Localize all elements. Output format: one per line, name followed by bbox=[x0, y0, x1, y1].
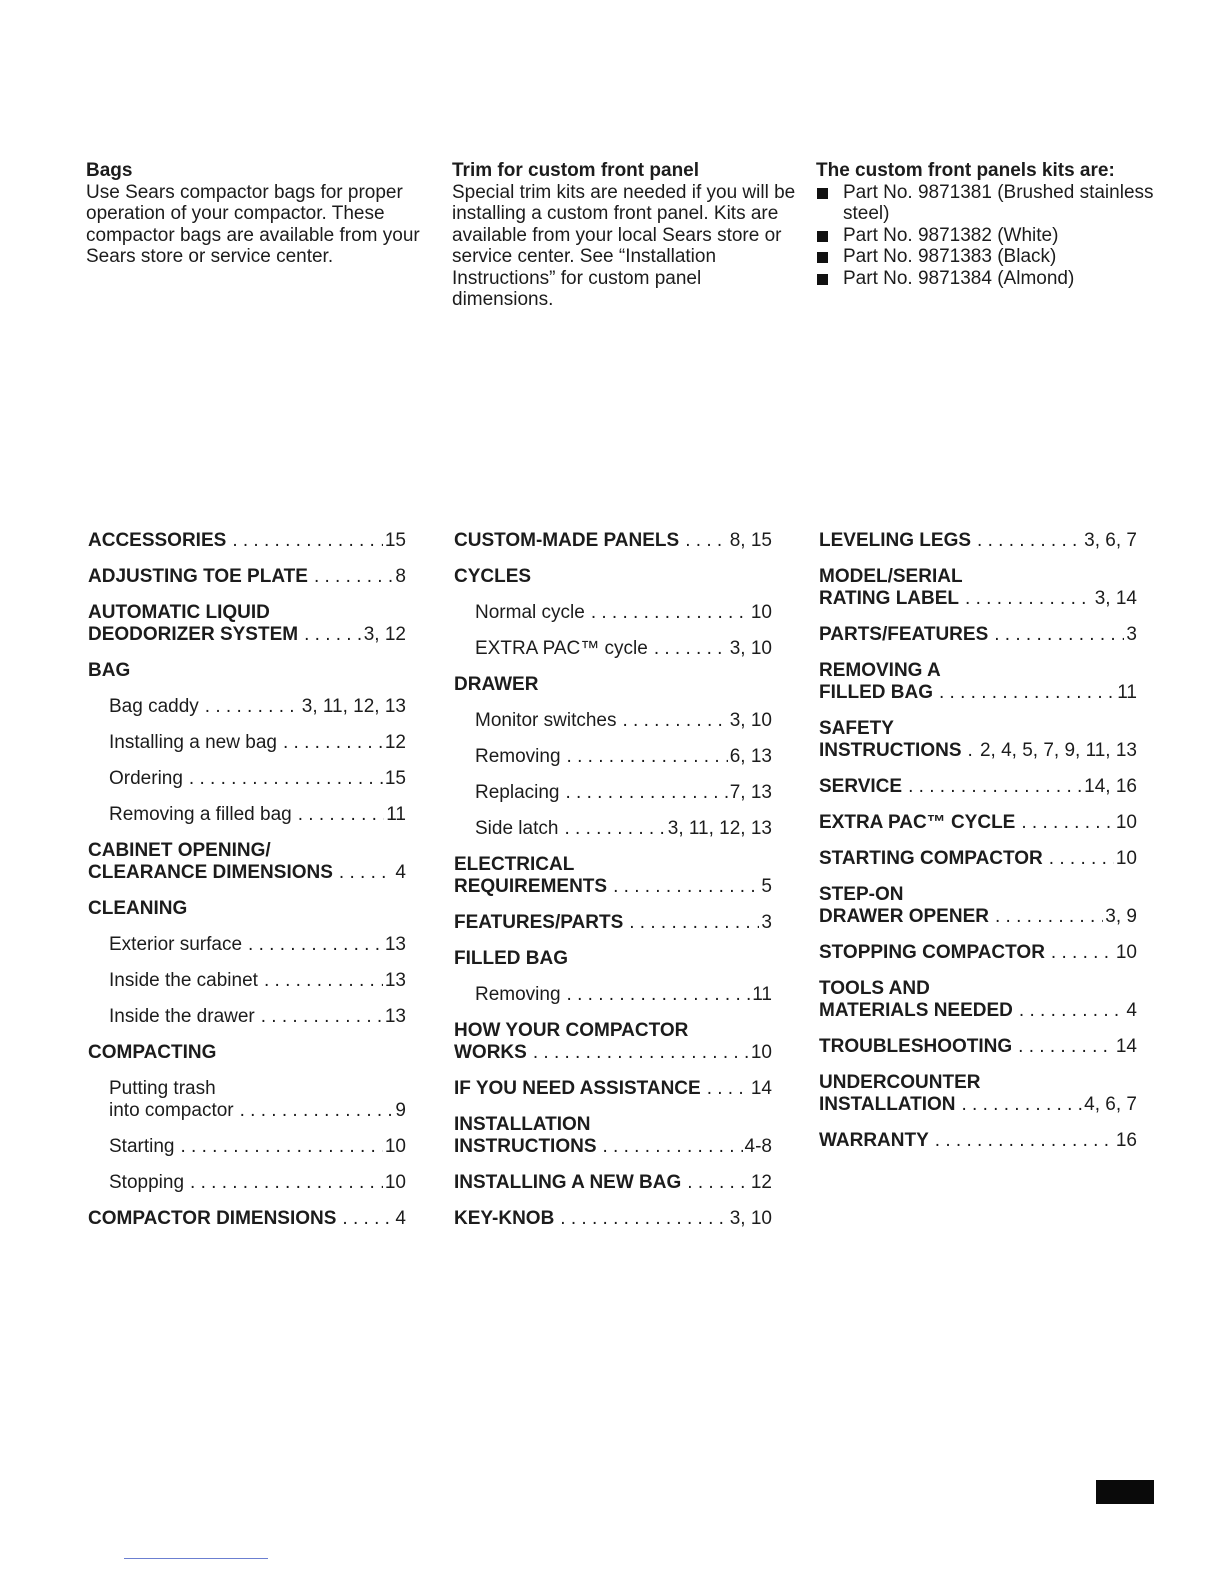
footnote-rule bbox=[124, 1558, 268, 1559]
index-subentry bbox=[88, 804, 406, 826]
leader-dots bbox=[908, 776, 1082, 798]
leader-dots bbox=[939, 682, 1115, 704]
index-entry bbox=[819, 812, 1137, 834]
index-subentry bbox=[88, 1136, 406, 1158]
trim-title: Trim for custom front panel bbox=[452, 160, 700, 181]
index-page: 11 bbox=[1117, 682, 1137, 703]
index-label: COMPACTING bbox=[88, 1042, 217, 1063]
leader-dots bbox=[240, 1100, 394, 1122]
index-label: FEATURES/PARTS bbox=[454, 912, 624, 933]
index-label: MATERIALS NEEDED bbox=[819, 1000, 1013, 1021]
kits-title: The custom front panels kits are: bbox=[816, 160, 1115, 181]
index-column-2 bbox=[454, 530, 772, 1244]
leader-dots bbox=[613, 876, 759, 898]
index-label-line1: UNDERCOUNTER bbox=[819, 1072, 981, 1093]
leader-dots bbox=[707, 1078, 749, 1100]
leader-dots bbox=[339, 862, 394, 884]
index-label: TROUBLESHOOTING bbox=[819, 1036, 1013, 1057]
index-entry bbox=[454, 1172, 772, 1194]
index-subentry bbox=[454, 602, 772, 624]
leader-dots bbox=[189, 768, 383, 790]
index-page: 2, 4, 5, 7, 9, 11, 13 bbox=[979, 740, 1137, 761]
leader-dots bbox=[994, 624, 1124, 646]
index-label: IF YOU NEED ASSISTANCE bbox=[454, 1078, 701, 1099]
index-page: 11 bbox=[752, 984, 772, 1005]
index-label: REQUIREMENTS bbox=[454, 876, 608, 897]
leader-dots bbox=[965, 588, 1093, 610]
index-page: 5 bbox=[761, 876, 772, 897]
index-page: 12 bbox=[384, 732, 406, 753]
index-entry bbox=[88, 1208, 406, 1230]
index-subentry bbox=[88, 934, 406, 956]
index-label-line1: Putting trash bbox=[109, 1078, 216, 1099]
index-label-line1: INSTALLATION bbox=[454, 1114, 591, 1135]
index-heading bbox=[88, 660, 406, 682]
index-label: Starting bbox=[109, 1136, 175, 1157]
index-page: 3, 12 bbox=[363, 624, 406, 645]
leader-dots bbox=[298, 804, 385, 826]
index-label: Removing a filled bag bbox=[109, 804, 292, 825]
leader-dots bbox=[591, 602, 749, 624]
index-label: Removing bbox=[475, 746, 561, 767]
index-entry bbox=[819, 1072, 1137, 1116]
leader-dots bbox=[180, 1136, 382, 1158]
index-page: 3, 10 bbox=[729, 1208, 772, 1229]
bags-title: Bags bbox=[86, 160, 133, 181]
index-heading bbox=[454, 948, 772, 970]
index-page: 16 bbox=[1115, 1130, 1137, 1151]
index-label: DEODORIZER SYSTEM bbox=[88, 624, 299, 645]
index-label: STARTING COMPACTOR bbox=[819, 848, 1043, 869]
leader-dots bbox=[1051, 942, 1114, 964]
index-page: 3 bbox=[761, 912, 772, 933]
index-page: 8, 15 bbox=[729, 530, 772, 551]
index-label: Inside the drawer bbox=[109, 1006, 255, 1027]
index-label: DRAWER OPENER bbox=[819, 906, 989, 927]
index-entry bbox=[819, 530, 1137, 552]
leader-dots bbox=[995, 906, 1103, 928]
index-entry bbox=[454, 1114, 772, 1158]
leader-dots bbox=[654, 638, 728, 660]
index-page: 6, 13 bbox=[729, 746, 772, 767]
index-label: CUSTOM-MADE PANELS bbox=[454, 530, 680, 551]
leader-dots bbox=[560, 1208, 727, 1230]
leader-dots bbox=[935, 1130, 1114, 1152]
index-subentry bbox=[454, 782, 772, 804]
leader-dots bbox=[264, 970, 383, 992]
index-label: Side latch bbox=[475, 818, 559, 839]
index-label: CLEANING bbox=[88, 898, 188, 919]
kit-item-text: Part No. 9871381 (Brushed stainless steel) bbox=[843, 181, 1154, 224]
index-subentry bbox=[88, 696, 406, 718]
index-entry bbox=[88, 566, 406, 588]
index-label: Installing a new bag bbox=[109, 732, 277, 753]
index-page: 4 bbox=[395, 862, 406, 883]
leader-dots bbox=[342, 1208, 393, 1230]
index-label: Ordering bbox=[109, 768, 183, 789]
kit-item-text: Part No. 9871382 (White) bbox=[843, 224, 1059, 246]
index-page: 9 bbox=[395, 1100, 406, 1121]
index-label: COMPACTOR DIMENSIONS bbox=[88, 1208, 337, 1229]
index-label: RATING LABEL bbox=[819, 588, 960, 609]
leader-dots bbox=[304, 624, 362, 646]
index-entry bbox=[454, 1078, 772, 1100]
index-column-1 bbox=[88, 530, 406, 1244]
index-label-line1: CABINET OPENING/ bbox=[88, 840, 271, 861]
index-subentry bbox=[454, 818, 772, 840]
index-page: 13 bbox=[384, 970, 406, 991]
square-bullet-icon bbox=[817, 274, 828, 285]
index-entry bbox=[819, 624, 1137, 646]
index-label-line1: STEP-ON bbox=[819, 884, 904, 905]
index-label-line1: TOOLS AND bbox=[819, 978, 930, 999]
index-subentry bbox=[454, 710, 772, 732]
index-label: Normal cycle bbox=[475, 602, 585, 623]
index-label: Inside the cabinet bbox=[109, 970, 258, 991]
leader-dots bbox=[533, 1042, 749, 1064]
index-label-line1: HOW YOUR COMPACTOR bbox=[454, 1020, 689, 1041]
leader-dots bbox=[283, 732, 383, 754]
index-page: 10 bbox=[384, 1136, 406, 1157]
index-page: 4 bbox=[1126, 1000, 1137, 1021]
index-subentry bbox=[88, 732, 406, 754]
kit-item bbox=[816, 225, 1156, 247]
index-page: 10 bbox=[384, 1172, 406, 1193]
index-label: LEVELING LEGS bbox=[819, 530, 972, 551]
index-subentry bbox=[88, 1006, 406, 1028]
index-label: into compactor bbox=[109, 1100, 234, 1121]
index-label: INSTRUCTIONS bbox=[454, 1136, 597, 1157]
index-label: WORKS bbox=[454, 1042, 527, 1063]
index-label: ACCESSORIES bbox=[88, 530, 227, 551]
index-page: 15 bbox=[384, 530, 406, 551]
index-entry bbox=[819, 718, 1137, 762]
index-page: 10 bbox=[750, 602, 772, 623]
index-page: 10 bbox=[1115, 812, 1137, 833]
index-page: 4, 6, 7 bbox=[1084, 1094, 1137, 1115]
index-page: 15 bbox=[384, 768, 406, 789]
index-page: 4-8 bbox=[744, 1136, 772, 1157]
index-subentry bbox=[454, 746, 772, 768]
kits-section bbox=[816, 160, 1156, 289]
index-label-line1: SAFETY bbox=[819, 718, 894, 739]
index-label: CLEARANCE DIMENSIONS bbox=[88, 862, 333, 883]
index-page: 7, 13 bbox=[729, 782, 772, 803]
index-page: 11 bbox=[386, 804, 406, 825]
index-label: DRAWER bbox=[454, 674, 539, 695]
leader-dots bbox=[205, 696, 300, 718]
leader-dots bbox=[1049, 848, 1114, 870]
leader-dots bbox=[603, 1136, 743, 1158]
index-entry bbox=[819, 942, 1137, 964]
index-subentry bbox=[454, 638, 772, 660]
index-subentry bbox=[88, 1172, 406, 1194]
index-label: INSTRUCTIONS bbox=[819, 740, 962, 761]
index-label: Replacing bbox=[475, 782, 560, 803]
index-page: 3, 14 bbox=[1094, 588, 1137, 609]
index-label: CYCLES bbox=[454, 566, 532, 587]
index-page: 14 bbox=[1115, 1036, 1137, 1057]
leader-dots bbox=[968, 740, 978, 762]
index-label: INSTALLATION bbox=[819, 1094, 956, 1115]
index-subentry bbox=[454, 984, 772, 1006]
leader-dots bbox=[1021, 812, 1114, 834]
index-label: WARRANTY bbox=[819, 1130, 929, 1151]
index-entry bbox=[454, 854, 772, 898]
index-entry bbox=[819, 884, 1137, 928]
index-entry bbox=[819, 566, 1137, 610]
leader-dots bbox=[261, 1006, 383, 1028]
square-bullet-icon bbox=[817, 252, 828, 263]
leader-dots bbox=[232, 530, 383, 552]
index-label: STOPPING COMPACTOR bbox=[819, 942, 1045, 963]
index-entry bbox=[819, 660, 1137, 704]
index-label: Exterior surface bbox=[109, 934, 243, 955]
index-heading bbox=[88, 1042, 406, 1064]
index-entry bbox=[454, 1020, 772, 1064]
leader-dots bbox=[567, 746, 728, 768]
index-entry bbox=[454, 912, 772, 934]
index-page: 8 bbox=[395, 566, 406, 587]
bags-body: Use Sears compactor bags for proper operation of your compactor. These compactor bags are available from your Sears store or service center. bbox=[86, 181, 420, 267]
index-page: 12 bbox=[750, 1172, 772, 1193]
index-label: EXTRA PAC™ cycle bbox=[475, 638, 648, 659]
leader-dots bbox=[190, 1172, 383, 1194]
trim-section bbox=[452, 160, 797, 311]
kit-item-text: Part No. 9871383 (Black) bbox=[843, 246, 1057, 267]
kit-item bbox=[816, 182, 1156, 225]
index-label: ADJUSTING TOE PLATE bbox=[88, 566, 308, 587]
index-label: BAG bbox=[88, 660, 131, 681]
leader-dots bbox=[248, 934, 383, 956]
index-label: KEY-KNOB bbox=[454, 1208, 555, 1229]
leader-dots bbox=[566, 782, 728, 804]
index-label-line1: MODEL/SERIAL bbox=[819, 566, 963, 587]
index-entry bbox=[88, 602, 406, 646]
index-entry bbox=[819, 978, 1137, 1022]
index-page: 10 bbox=[1115, 942, 1137, 963]
index-label: Removing bbox=[475, 984, 561, 1005]
kit-item-text: Part No. 9871384 (Almond) bbox=[843, 267, 1075, 289]
leader-dots bbox=[1019, 1000, 1125, 1022]
index-label: Stopping bbox=[109, 1172, 185, 1193]
index-subentry bbox=[88, 1078, 406, 1122]
page-edge-tab bbox=[1096, 1480, 1154, 1504]
leader-dots bbox=[314, 566, 393, 588]
index-label: EXTRA PAC™ CYCLE bbox=[819, 812, 1016, 833]
index-heading bbox=[88, 898, 406, 920]
index-page: 3, 11, 12, 13 bbox=[301, 696, 406, 717]
index-page: 10 bbox=[750, 1042, 772, 1063]
index-page: 3, 9 bbox=[1105, 906, 1137, 927]
index-label: PARTS/FEATURES bbox=[819, 624, 989, 645]
bags-section bbox=[86, 160, 426, 268]
square-bullet-icon bbox=[817, 188, 828, 199]
index-label: Bag caddy bbox=[109, 696, 199, 717]
leader-dots bbox=[623, 710, 728, 732]
index-entry bbox=[454, 1208, 772, 1230]
index-page: 13 bbox=[384, 934, 406, 955]
leader-dots bbox=[1018, 1036, 1114, 1058]
index-label-line1: AUTOMATIC LIQUID bbox=[88, 602, 270, 623]
leader-dots bbox=[977, 530, 1082, 552]
index-page: 3, 10 bbox=[729, 710, 772, 731]
index-page: 3, 10 bbox=[729, 638, 772, 659]
index-page: 10 bbox=[1115, 848, 1137, 869]
index-page: 14 bbox=[750, 1078, 772, 1099]
index-entry bbox=[819, 848, 1137, 870]
index-entry bbox=[88, 840, 406, 884]
leader-dots bbox=[962, 1094, 1083, 1116]
index-entry bbox=[454, 530, 772, 552]
index-label: Monitor switches bbox=[475, 710, 617, 731]
index-entry bbox=[819, 1130, 1137, 1152]
index-entry bbox=[819, 1036, 1137, 1058]
leader-dots bbox=[685, 530, 728, 552]
trim-body: Special trim kits are needed if you will be installing a custom front panel. Kits are available from your local Sears store or service center. See “Installation Instructions” for custom panel dimensions. bbox=[452, 181, 796, 310]
index-label-line1: REMOVING A bbox=[819, 660, 941, 681]
index-heading bbox=[454, 566, 772, 588]
index-label: FILLED BAG bbox=[454, 948, 568, 969]
index-page: 13 bbox=[384, 1006, 406, 1027]
leader-dots bbox=[687, 1172, 749, 1194]
index-label: INSTALLING A NEW BAG bbox=[454, 1172, 682, 1193]
index-entry bbox=[88, 530, 406, 552]
kit-item bbox=[816, 268, 1156, 290]
index-label: SERVICE bbox=[819, 776, 903, 797]
index-subentry bbox=[88, 768, 406, 790]
index-heading bbox=[454, 674, 772, 696]
square-bullet-icon bbox=[817, 231, 828, 242]
index-page: 3, 6, 7 bbox=[1084, 530, 1137, 551]
leader-dots bbox=[567, 984, 751, 1006]
index-page: 3 bbox=[1126, 624, 1137, 645]
kit-item bbox=[816, 246, 1156, 268]
index-page: 14, 16 bbox=[1084, 776, 1137, 797]
index-entry bbox=[819, 776, 1137, 798]
index-label: FILLED BAG bbox=[819, 682, 933, 703]
index-column-3 bbox=[819, 530, 1137, 1166]
leader-dots bbox=[564, 818, 665, 840]
leader-dots bbox=[629, 912, 759, 934]
index-page: 4 bbox=[395, 1208, 406, 1229]
index-label-line1: ELECTRICAL bbox=[454, 854, 575, 875]
index-page: 3, 11, 12, 13 bbox=[667, 818, 772, 839]
index-subentry bbox=[88, 970, 406, 992]
kits-list bbox=[816, 182, 1156, 290]
